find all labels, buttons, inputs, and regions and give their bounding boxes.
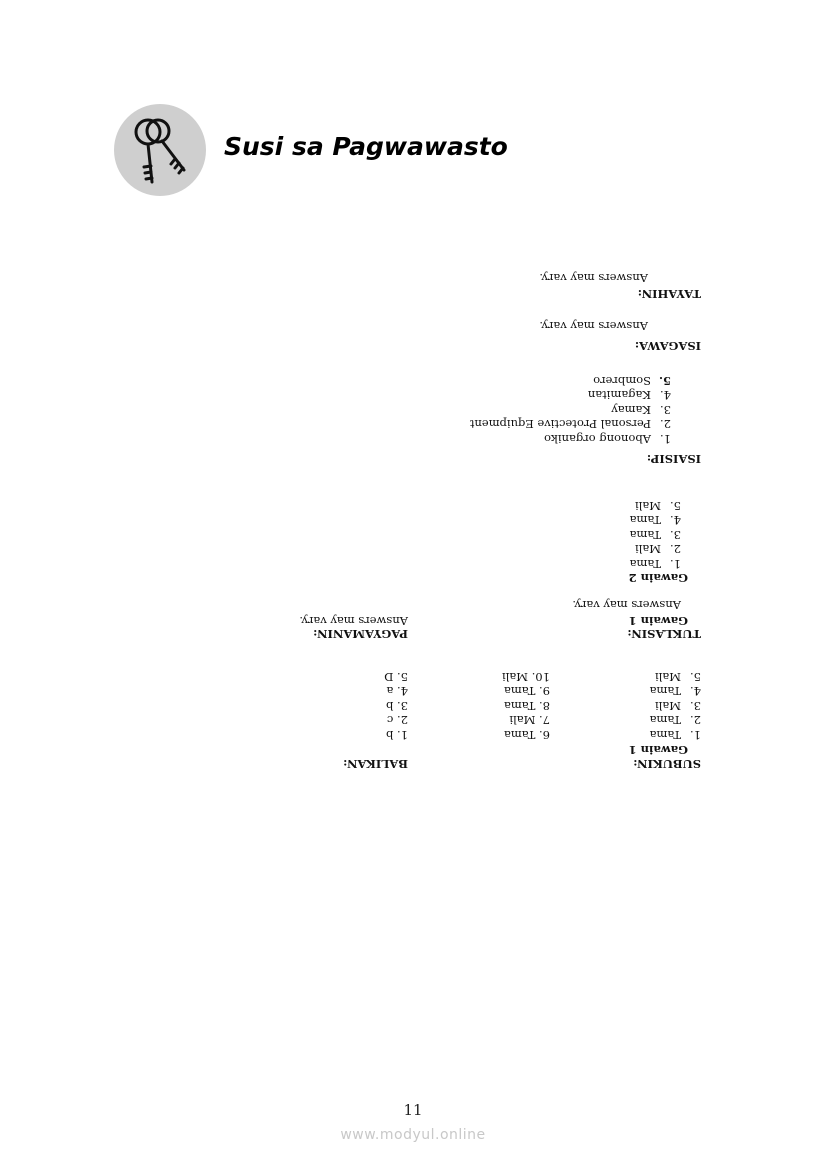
subukin-gawain1-heading: Gawain 1 [628, 743, 688, 757]
list-item: 2.Mali [635, 542, 681, 557]
list-item: 5.Mali [635, 499, 681, 513]
page-title: Susi sa Pagwawasto [224, 132, 508, 161]
list-item: 4.Tama [649, 684, 701, 699]
list-item: 3. b [386, 699, 408, 713]
list-item: 10. Mali [502, 670, 550, 684]
list-item: 9. Tama [503, 684, 550, 699]
list-item: 7. Mali [509, 713, 550, 728]
tayahin-heading: TAYAHIN: [637, 287, 701, 301]
pagyamanin-answer: Answers may vary. [299, 614, 408, 628]
balikan-heading: BALIKAN: [343, 757, 408, 771]
list-item: 5.Mali [655, 670, 701, 684]
list-item: 4.Kagamitan [587, 388, 671, 403]
subukin-col1 [650, 670, 701, 743]
tuklasin-gawain2-heading: Gawain 2 [628, 571, 688, 585]
list-item: 3.Tama [629, 528, 681, 542]
list-item: 5. D [384, 670, 408, 684]
list-item: 4. a [386, 684, 408, 699]
list-item: 3.Kamay [611, 403, 671, 417]
tuklasin-heading: TUKLASIN: [627, 627, 701, 641]
subukin-col2 [502, 670, 550, 743]
isagawa-heading: ISAGAWA: [634, 339, 701, 353]
pagyamanin-heading: PAGYAMANIN: [313, 627, 408, 641]
list-item: 1. b [386, 728, 408, 742]
list-item: 8. Tama [503, 699, 550, 713]
page-number: 11 [403, 1101, 423, 1119]
subukin-heading: SUBUKIN: [633, 757, 701, 771]
isagawa-answer: Answers may vary. [539, 319, 648, 333]
tuklasin-gawain1-heading: Gawain 1 [628, 614, 688, 628]
isaisip-heading: ISAISIP: [646, 452, 701, 466]
list-item: 3.Mali [655, 699, 701, 713]
tuklasin-gawain1-answer: Answers may vary. [572, 598, 681, 612]
list-item: 6. Tama [503, 728, 550, 742]
list-item: 2.Personal Protective Equipment [469, 417, 671, 432]
tayahin-answer: Answers may vary. [539, 271, 648, 285]
list-item: 1.Abonong organiko [544, 432, 671, 446]
watermark: www.modyul.online [340, 1127, 486, 1143]
tuklasin-gawain2-list [630, 499, 681, 572]
list-item: 2. c [386, 713, 408, 728]
list-item: 1.Tama [629, 557, 681, 571]
balikan-list [384, 670, 408, 743]
list-item: 2.Tama [649, 713, 701, 728]
list-item: 1.Tama [649, 728, 701, 742]
list-item: 5.Sombrero [593, 374, 671, 388]
isaisip-list [470, 374, 671, 447]
list-item: 4.Tama [629, 513, 681, 528]
